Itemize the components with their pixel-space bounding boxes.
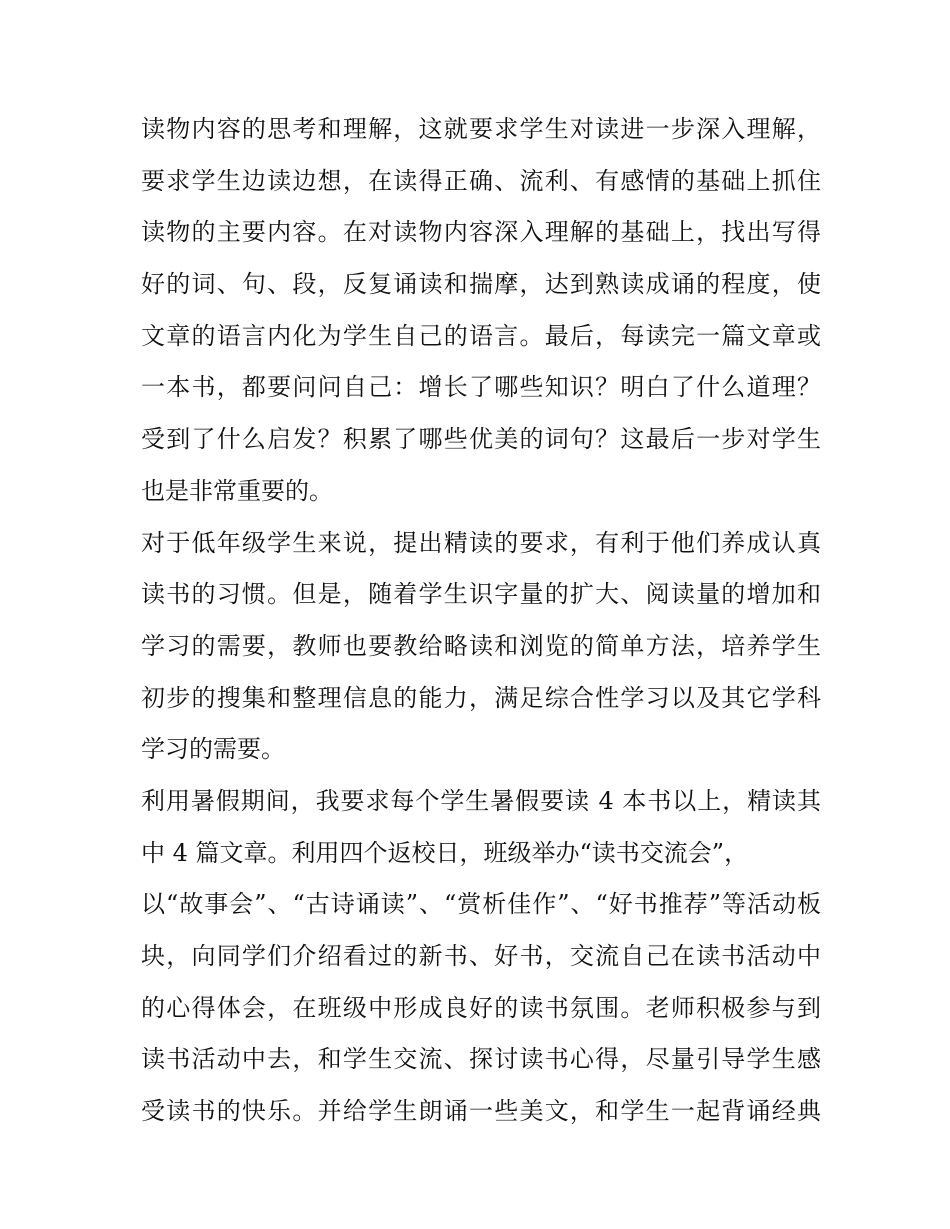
text-line: 学习的需要，教师也要教给略读和浏览的简单方法，培养学生 — [141, 631, 821, 660]
text-line: 好的词、句、段，反复诵读和揣摩，达到熟读成诵的程度，使 — [141, 270, 821, 299]
text-line: 初步的搜集和整理信息的能力，满足综合性学习以及其它学科 — [141, 683, 821, 712]
text-line: 要求学生边读边想，在读得正确、流利、有感情的基础上抓住 — [141, 166, 821, 195]
text-line: 一本书，都要问问自己：增长了哪些知识？明白了什么道理？ — [141, 373, 821, 402]
text-line: 以“故事会”、“古诗诵读”、“赏析佳作”、“好书推荐”等活动板 — [141, 890, 821, 919]
text-line: 读书活动中去，和学生交流、探讨读书心得，尽量引导学生感 — [141, 1045, 821, 1074]
text-line: 利用暑假期间，我要求每个学生暑假要读 4 本书以上，精读其 — [141, 786, 821, 815]
text-line: 文章的语言内化为学生自己的语言。最后，每读完一篇文章或 — [141, 321, 821, 350]
text-line: 对于低年级学生来说，提出精读的要求，有利于他们养成认真 — [141, 528, 821, 557]
text-line: 也是非常重要的。 — [141, 476, 333, 505]
text-line: 学习的需要。 — [141, 735, 285, 764]
text-line: 读物的主要内容。在对读物内容深入理解的基础上，找出写得 — [141, 218, 821, 247]
body-text — [141, 104, 821, 1138]
text-line: 的心得体会，在班级中形成良好的读书氛围。老师积极参与到 — [141, 993, 821, 1022]
text-line: 读书的习惯。但是，随着学生识字量的扩大、阅读量的增加和 — [141, 580, 821, 609]
text-line: 受读书的快乐。并给学生朗诵一些美文，和学生一起背诵经典 — [141, 1097, 821, 1126]
text-line: 读物内容的思考和理解，这就要求学生对读进一步深入理解， — [141, 115, 821, 143]
text-line: 中 4 篇文章。利用四个返校日，班级举办“读书交流会”， — [141, 838, 749, 867]
text-line: 块，向同学们介绍看过的新书、好书，交流自己在读书活动中 — [141, 942, 821, 970]
text-line: 受到了什么启发？积累了哪些优美的词句？这最后一步对学生 — [141, 425, 821, 454]
